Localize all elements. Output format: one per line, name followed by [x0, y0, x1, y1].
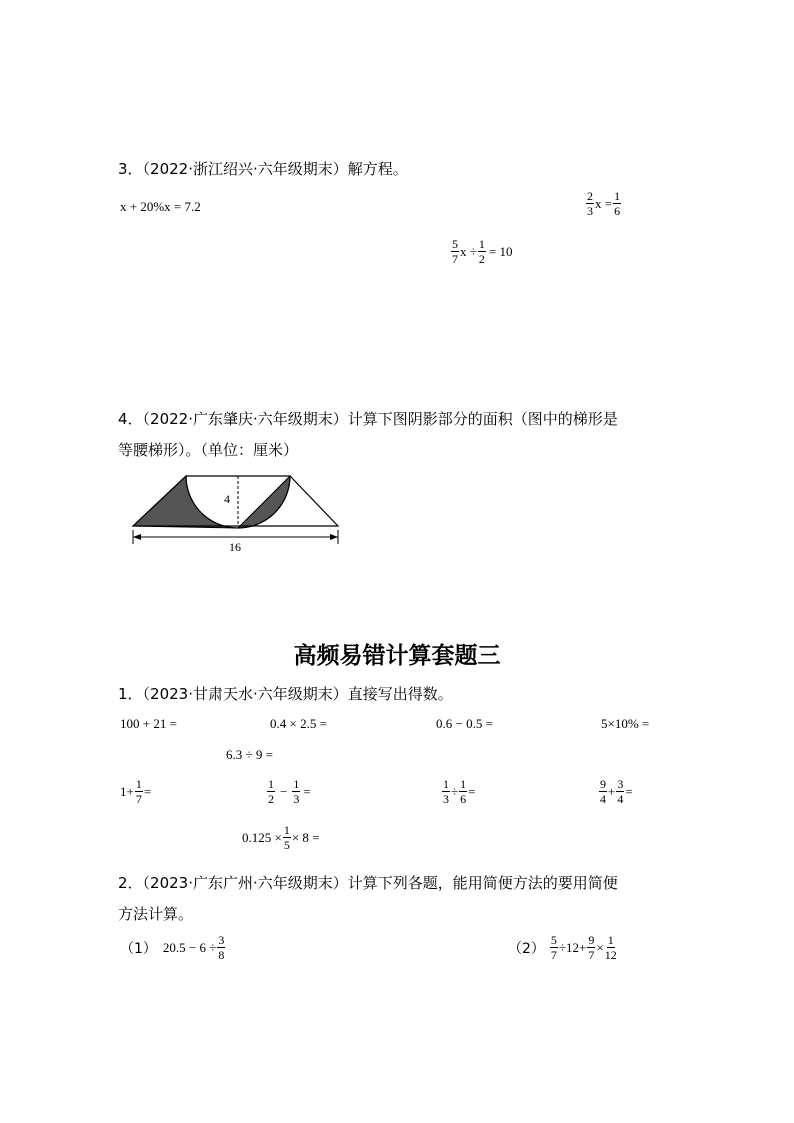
- math-text: × 8 =: [291, 829, 320, 845]
- fraction: $\frac{5}{7}$: [452, 237, 458, 266]
- math-text: 0.125 ×: [242, 829, 282, 845]
- s2-problem-2: [508, 934, 618, 961]
- base-label: 16: [229, 540, 241, 554]
- fraction: $\frac{1}{6}$: [614, 189, 621, 218]
- fraction: $\frac{1}{12}$: [604, 933, 617, 962]
- math-text: ÷12+: [558, 939, 587, 955]
- math-text: x ÷: [460, 243, 477, 259]
- s2-problem-1: [120, 934, 226, 961]
- fraction: $\frac{1}{5}$: [283, 823, 290, 852]
- fraction: $\frac{3}{4}$: [617, 777, 624, 806]
- s1-item-8: [441, 778, 475, 805]
- arrow-left-icon: [133, 534, 141, 540]
- fraction: $\frac{1}{3}$: [443, 777, 449, 806]
- math-text: ×: [596, 939, 604, 955]
- height-label: 4: [224, 492, 230, 506]
- q3-equation-1: x + 20%x = 7.2: [120, 199, 201, 214]
- q4-label-line-1: 4．（2022·广东肇庆·六年级期末）计算下图阴影部分的面积（图中的梯形是: [118, 410, 618, 428]
- fraction: $\frac{5}{7}$: [550, 933, 557, 962]
- math-text: 20.5 − 6 ÷: [162, 939, 217, 955]
- s2-label-line-2: 方法计算。: [118, 905, 194, 923]
- math-text: −: [280, 783, 288, 799]
- q4-label-line-2: 等腰梯形）。（单位：厘米）: [118, 441, 299, 459]
- q3-label: 3．（2022·浙江绍兴·六年级期末）解方程。: [118, 160, 408, 178]
- math-text: =: [143, 783, 152, 799]
- math-text: ÷: [451, 783, 459, 799]
- s1-item-2: 0.4 × 2.5 =: [270, 716, 327, 731]
- math-text: = 10: [488, 243, 513, 259]
- math-text: =: [303, 783, 311, 799]
- math-text: x =: [595, 195, 613, 211]
- fraction: $\frac{9}{4}$: [600, 777, 606, 806]
- q3-equation-3: [450, 238, 512, 265]
- s2-label-line-1: 2．（2023·广东广州·六年级期末）计算下列各题，能用简便方法的要用简便: [118, 874, 618, 892]
- math-text: =: [468, 783, 476, 799]
- fraction: $\frac{9}{7}$: [588, 933, 595, 962]
- s1-item-3: 0.6 − 0.5 =: [436, 716, 493, 731]
- fraction: $\frac{1}{3}$: [293, 777, 300, 806]
- fraction: $\frac{1}{2}$: [268, 777, 274, 806]
- problem-number: （2）: [508, 940, 545, 957]
- s1-item-6: [120, 778, 151, 805]
- problem-number: （1）: [120, 940, 157, 957]
- shaded-region-left: [133, 476, 238, 528]
- s1-item-9: [598, 778, 633, 805]
- fraction: $\frac{1}{2}$: [478, 237, 485, 266]
- arrow-right-icon: [330, 534, 338, 540]
- s1-item-7: [266, 778, 311, 805]
- fraction: $\frac{1}{6}$: [460, 777, 467, 806]
- s1-item-10: [242, 824, 320, 851]
- s1-label: 1．（2023·甘肃天水·六年级期末）直接写出得数。: [118, 685, 453, 703]
- section-title: 高频易错计算套题三: [293, 643, 501, 669]
- trapezoid-figure: [120, 466, 350, 556]
- math-text: 1+: [120, 783, 134, 799]
- math-text: =: [625, 783, 633, 799]
- q3-equation-2: [585, 190, 622, 217]
- fraction: $\frac{1}{7}$: [135, 777, 142, 806]
- s1-item-1: 100 + 21 =: [120, 716, 177, 731]
- shaded-region-right: [238, 476, 290, 528]
- s1-item-5: 6.3 ÷ 9 =: [226, 747, 273, 762]
- fraction: $\frac{3}{8}$: [218, 933, 225, 962]
- s1-item-4: 5×10% =: [601, 716, 650, 731]
- math-text: +: [608, 783, 616, 799]
- fraction: $\frac{2}{3}$: [587, 189, 593, 218]
